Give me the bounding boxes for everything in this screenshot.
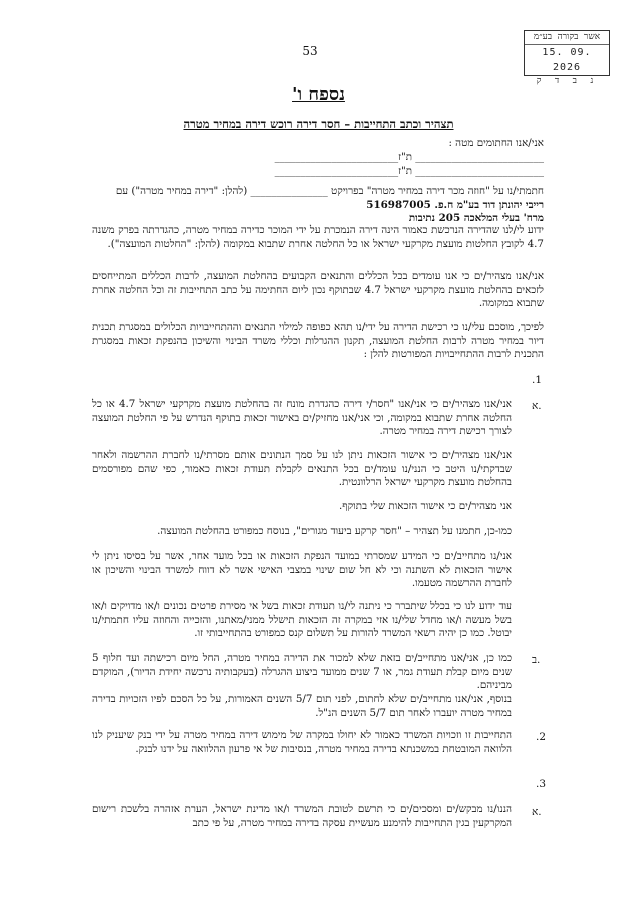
- intro-line: אני/אנו החתומים מטה :: [448, 137, 544, 149]
- item-a-paragraph-5: אני/נו מתחייב/ים כי המידע שמסרתי במועד הנפקת הזכאות או בכל מועד אחר, אשר על בסיסו ניתן לי אישור הזכאות לא השתנה וכי לא חל שום שינוי במצבי האישי אשר לא דווח למשרד הבינוי והשיכון או לחברת ההרשמה מטעמו.: [92, 550, 512, 590]
- item-a-paragraph-4: כמו-כן, חתמנו על תצהיר – "חסר קרקע ביעוד מגורים", בנוסח כמפורט בהחלטת המועצה.: [157, 525, 512, 537]
- section-2-text: התחייבות זו וזכויות המשרד כאמור לא יחולו במקרה של מימוש דירה במחיר מטרה על ידי בנק שיעניק לנו הלוואה המובטחת במשכנתא בדירה במחיר מטרה, בנסיבות של אי פרעון ההלוואה על ידנו לבנק.: [92, 729, 512, 755]
- appendix-title: נספח ו': [292, 84, 345, 105]
- id-line-1: _________________________ ת"ז________________________: [274, 151, 544, 163]
- item-b-paragraph-1: כמו כן, אני/אנו מתחייב/ים בזאת שלא למכור את הדירה במחיר מטרה, החל מיום רכישתה ועד חלוף 5 שנים מיום קבלת תעודת גמר, או 7 שנים ממועד ביצוע ההגרלה (בעקבותיה נרכשה יחידת הדיור), המוקדם מביניהם.: [92, 652, 512, 692]
- section-3-number: .3: [536, 778, 547, 790]
- item-3a-label: .א: [532, 806, 542, 818]
- company-line: רייבי יהונתן דוד בע"מ ח.פ. 516987005: [366, 199, 544, 211]
- item-a-label: .א: [532, 400, 542, 412]
- item-b-paragraph-2: בנוסף, אני/אנו מתחייב/ים שלא לחתום, לפני תום 5/7 השנים האמורות, על כל הסכם לפיו הזכויות בדירה במחיר מטרה יועברו לאחר תום 5/7 השנים הנ"ל.: [92, 693, 513, 719]
- stamp-company: אשר בקורה בע״מ: [525, 31, 609, 45]
- paragraph-1: ידוע לי/לנו שהדירה הנרכשת כאמור הינה דירה הנמכרת על ידי המוכר כדירה במחיר מטרה, כהגדרתה בפרק משנה 4.7 לקובץ החלטות מועצת מקרקעי ישראל או כל החלטה אחרת שתבוא במקומה (להלן: "החלטות המועצה").: [92, 224, 544, 250]
- item-b-label: .ב: [532, 654, 541, 666]
- paragraph-2: אני/אנו מצהיר/ים כי אנו עומדים בכל הכללים והתנאים הקבועים בהחלטת המועצה, לרבות הכללים המתייחסים לזכאים בהחלטת מועצת מקרקעי ישראל 4.7 שבתוקף נכון ליום החתימה על כתב התחייבות זה וכל החלטה אחרת שתבוא במקומה.: [92, 270, 544, 310]
- approval-stamp: [524, 30, 610, 86]
- item-a-paragraph-1: אני/אנו מצהיר/ים כי אני/אנו "חסר/י דירה כהגדרת מונח זה בהחלטת מועצת מקרקעי ישראל 4.7 או כל החלטה אחרת שתבוא במקומה, וכי אני/אנו מחזיק/ים באישור זכאות בתוקף הנדרש על פי החלטת המועצה לצורך רכישת דירה במחיר מטרה.: [92, 398, 512, 438]
- section-1-number: .1: [532, 374, 543, 386]
- stamp-date: 15. 09. 2026: [542, 47, 592, 73]
- document-subtitle: תצהיר וכתב התחייבות – חסר דירה רוכש דירה במחיר מטרה: [183, 117, 454, 131]
- stamp-checked: נ ב ד ק: [536, 76, 598, 86]
- item-a-paragraph-6: עוד ידוע לנו כי בכלל שיתברר כי ניתנה לי/נו תעודת זכאות בשל אי מסירת פרטים נכונים ו/או מדויקים ו/או בשל מעשה ו/או מחדל שלי/נו אזי במקרה זה הזכאות תישלל ממני/מאתנו, והזכייה והחוזה עליו חתמתי/נו יבוטל. כמו כן יהיה רשאי המשרד להורות על תשלום קנס כמפורט בהתחייבותי זו.: [92, 600, 512, 640]
- item-a-paragraph-2: אני/אנו מצהיר/ים כי אישור הזכאות ניתן לנו על סמך הנתונים אותם מסרתי/נו לחברת ההרשמה ולאחר שבדקתי/נו היטב כי הנני/נו עומד/ים בכל התנאים לקבלת תעודת זכאות כאמור, כפי שהם מפורסמים בהחלטת מועצת מקרקעי ישראל הרלוונטית.: [92, 449, 512, 489]
- item-3a-text: הננו/נו מבקש/ים ומסכים/ים כי תרשם לטובת המשרד ו/או מדינת ישראל, הערת אזהרה בלשכת רישום המקרקעין בגין התחייבות להימנע מעשיית עסקה בדירה במחיר מטרה, על פי כתב: [92, 803, 512, 829]
- item-a-paragraph-3: אני מצהיר/ים כי אישור הזכאות שלי בתוקף.: [339, 500, 512, 512]
- page-number: 53: [302, 44, 318, 58]
- section-2-number: .2: [536, 731, 547, 743]
- contract-line: חתמתי/נו על "חוזה מכר דירה במחיר מטרה" בפרויקט _______________ (להלן: "דירה במחיר מטרה") עם: [115, 185, 544, 197]
- id-line-2: _________________________ ת"ז________________________: [274, 165, 544, 177]
- company-address: מרח' בעלי המלאכה 205 נתיבות: [408, 212, 544, 224]
- paragraph-3: לפיכך, מוסכם עלי/נו כי רכישת הדירה על ידי/נו תהא כפופה למילוי התנאים וההתחייבויות הכלולים במסגרת תכנית דיור במחיר מטרה לרבות החלטת המועצה, תקנון ההגרלות וכללי משרד הבינוי והשיכון בהנפקת זכאות במסגרת התכנית לרבות ההתחייבויות המפורטות להלן :: [92, 321, 544, 361]
